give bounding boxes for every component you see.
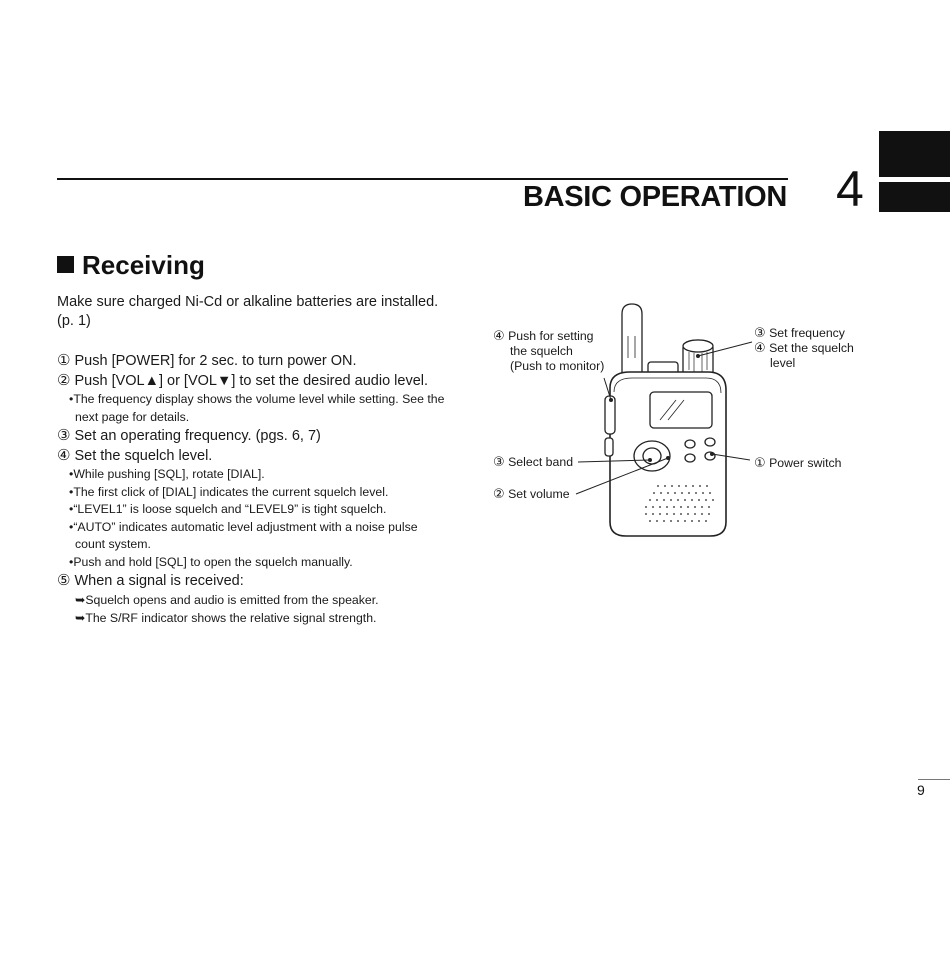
page-number: 9	[917, 782, 925, 798]
chapter-number: 4	[836, 161, 864, 217]
callout-squelch-monitor: ④ Push for setting the squelch (Push to monitor)	[493, 329, 605, 373]
step-4-note: •The first click of [DIAL] indicates the current squelch level.	[69, 484, 389, 499]
step-text: Set the squelch level.	[74, 448, 213, 464]
step-2-note: •The frequency display shows the volume level while setting. See the next page for details.	[69, 392, 445, 424]
step-text: Push [POWER] for 2 sec. to turn power ON.	[74, 353, 357, 369]
step-number: ⑤	[57, 571, 71, 589]
step-text: Push [VOL▲] or [VOL▼] to set the desired audio level.	[74, 373, 429, 389]
step-3	[57, 426, 447, 446]
display-screen	[650, 392, 712, 428]
callout-power-switch: ① Power switch	[754, 456, 842, 471]
step-4-note: •Push and hold [SQL] to open the squelch manually.	[69, 554, 353, 569]
chapter-tab-bottom	[879, 182, 950, 212]
step-number: ③	[57, 426, 71, 444]
step-text: When a signal is received:	[74, 573, 244, 589]
step-4	[57, 446, 447, 466]
section-heading-text: Receiving	[82, 250, 205, 280]
step-text: Set an operating frequency. (pgs. 6, 7)	[74, 428, 321, 444]
step-number: ②	[57, 371, 71, 389]
chapter-title: BASIC OPERATION	[522, 181, 787, 213]
antenna-icon	[622, 304, 642, 374]
page-number-rule	[918, 779, 950, 780]
steps-list	[57, 351, 447, 627]
callout-set-frequency: ③ Set frequency	[754, 326, 845, 341]
step-5-note: ➥The S/RF indicator shows the relative signal strength.	[75, 611, 377, 625]
chapter-tab-top	[879, 131, 950, 177]
callout-select-band: ③ Select band	[493, 455, 574, 470]
step-5-note: ➥Squelch opens and audio is emitted from the speaker.	[75, 593, 379, 607]
callout-set-squelch: ④ Set the squelch level	[754, 341, 854, 370]
step-1	[57, 351, 447, 371]
step-4-note: •While pushing [SQL], rotate [DIAL].	[69, 467, 265, 481]
section-heading	[57, 250, 205, 281]
intro-paragraph: Make sure charged Ni-Cd or alkaline batteries are installed. (p. 1)	[57, 294, 439, 329]
arrow-icon: ➥	[75, 593, 86, 607]
step-5	[57, 571, 447, 591]
section-marker-icon	[57, 256, 74, 273]
header-rule	[57, 178, 788, 180]
step-number: ④	[57, 446, 71, 464]
step-2	[57, 371, 447, 391]
arrow-icon: ➥	[75, 611, 86, 625]
callout-set-volume: ② Set volume	[493, 487, 570, 502]
step-number: ①	[57, 351, 71, 369]
step-4-note: •“LEVEL1” is loose squelch and “LEVEL9” is tight squelch.	[69, 502, 387, 516]
step-4-note: •“AUTO” indicates automatic level adjustment with a noise pulse count system.	[69, 519, 418, 551]
